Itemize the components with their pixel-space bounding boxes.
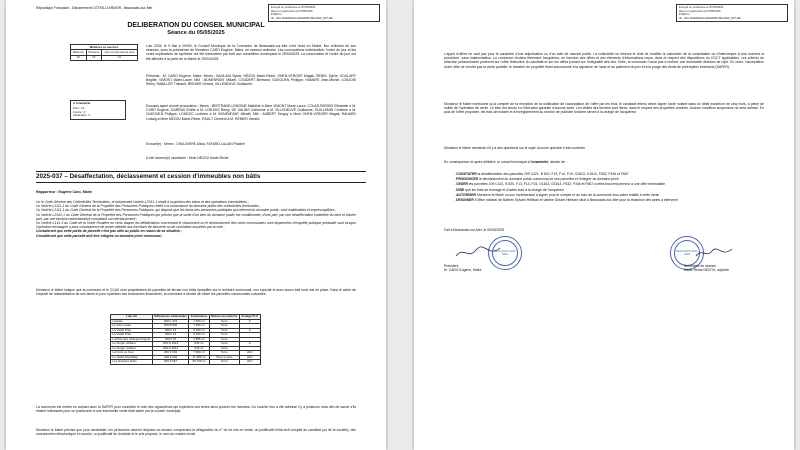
table-cell: A [239, 342, 260, 347]
table-cell: 209 F 346 [152, 355, 188, 360]
decisions-list [454, 172, 754, 203]
decision-text: l'Office notarial de Maîtres Sylvain Hellivan et Valérie Glissel-Hellivan situé à Beaussais-sur-Mer pour la rédaction des actes à intervenir [473, 198, 678, 203]
visa-item: Vu l'article L141-3 du Code de la Voirie Routière en vertu duquel les délibérations concernant le classement ou le déclassement des voies communales sont dispensées d'enquête publique préalable sauf lorsque l'opération envisagée a pour conséquence de porter atteinte aux fonctions de desserte ou de circulation assurées par la voie ; [36, 221, 356, 230]
table-cell: 209 F 13 [152, 328, 188, 333]
members-col-presents: Présents [86, 50, 101, 55]
stamp-line: Publié le [271, 12, 282, 16]
table-cell: 4 865 m² [189, 337, 210, 342]
table-cell: Terre [209, 324, 239, 329]
prefecture-stamp-2 [676, 4, 788, 22]
prefecture-stamp [268, 4, 380, 22]
table-cell: Terre et prés [209, 355, 239, 360]
stamp-line: Envoyé en préfecture le 07/05/2025 [679, 5, 724, 9]
signature-role: Président [444, 264, 459, 268]
visa-item: Vu l'article L2111-1 du Code Général de la Propriété des Personnes Publiques, qui dispose que les biens des personnes publiques qui relèvent du domaine public, sont inaliénables et imprescriptibles ; [36, 208, 337, 213]
questions-paragraph: Monsieur le Maire demande s'il y a des questions sur le sujet. Aucune question n'est soulevée. [444, 146, 586, 150]
decision-item: - CONSTATER la désaffectation des parcelles 209 C421, B 820, F13, F14, F15, G1613, G1614, F632, F346 et F667 [454, 172, 629, 176]
members-col-afferents: Afférents [71, 50, 87, 55]
table-cell: 2AU [239, 355, 260, 360]
table-cell: Terre [209, 351, 239, 356]
table-cell: 6 440 m² [189, 333, 210, 338]
decision-intro [444, 160, 764, 164]
seal-text: BEAUSSAIS-SUR-MER [492, 240, 518, 266]
stamp-line: Envoyé en préfecture le 07/05/2025 [271, 5, 316, 9]
table-cell: 529 m² [189, 346, 210, 351]
table-cell: 209 F 15 [152, 337, 188, 342]
table-cell: 209 F 667 [152, 360, 188, 365]
seal-text: BEAUSSAIS-SUR-MER [674, 240, 700, 266]
table-cell: 209 G 1613 [152, 342, 188, 347]
decision-text: la désaffectation des parcelles 209 C421, B 820, F13, F14, F15, G1613, G1614, F632, F346 et F667 [476, 172, 629, 176]
page-1 [6, 0, 386, 450]
signature-right [684, 264, 729, 272]
intro-paragraph: L'an 2025, le 5 Mai à 20h30, le Conseil Municipal de la Commune de Beaussais-sur-Mer s'est réuni en Mairie, lieu ordinaire de ses séances, sous la présidence de Monsieur CARO Eugène, Maire, en session ordinaire. Les convocations individuelles, l'ordre du jour et les notes explicatives de synthèse ont été transmises par écrit aux conseillers municipaux le 29/04/2025. La convocation et l'ordre du jour ont été affichés à la porte de la Mairie le 29/04/2025. [146, 44, 356, 61]
col-header: Nature au cadastre [211, 314, 238, 318]
table-cell: 7 550 m² [189, 324, 210, 329]
decision-verb: PRONONCER [456, 177, 479, 182]
decision-item: - CEDER les parcelles 209 C421, B 820, F13, F14, F15, G1613, G1614, F632, F346 et F667 si elles trouvent preneur à une offre entendable [454, 182, 666, 187]
members-value: 19 [86, 55, 101, 60]
table-cell: 646 m² [189, 342, 210, 347]
visa-item: Vu le Code Général des Collectivités Territoriales, et notamment l'article L2241-1 relatif à la gestion des biens et des opérations immobilières ; [36, 200, 249, 204]
visa-item: Vu l'article L2111-1 du Code Général de la Propriété des Personnes Publiques relatif à la consistance du domaine public des collectivités territoriales ; [36, 204, 261, 209]
deliberation-title: DELIBERATION DU CONSEIL MUNICIPAL [127, 22, 265, 29]
section-title: 2025-037 – Désaffectation, déclassement et cession d'immeubles non bâtis [36, 171, 366, 183]
offer-paragraph: L'appel d'offres ne vaut pas pour le caractère d'une adjudication ou d'un acte de mandat public. La collectivité se réserve le droit de modifier le calendrier de la consultation ou d'interrompre à tout moment la procédure, sans indemnisation. La commune choisira librement l'acquéreur, en fonction des offres et des éléments d'informations reçus, dans le respect des dispositions du CGCT applicables. Les critères de sélection prédominants porteront sur l'offre financière du candidat et sur les offres portant sur l'intégralité des lots. Enfin, la commune n'aura pas à motiver une éventuelle décision de rejet. En outre, l'acceptation d'une offre ne vendra pas la vente parfaite, le transfert de propriété étant subordonné à la signature de l'acte et au paiement du prix et à la purge des droits de préemption éventuels (SAFER). [444, 52, 764, 69]
table-cell: 2AU [239, 351, 260, 356]
signature-left [444, 264, 482, 272]
candidature-paragraph: Monsieur le Maire précise que pour candidater, les personnes devront déposer un dossier comprenant la désignation du n° de lot mis en vente, un justificatif d'état civil complet du candidat (ou de la société), des coordonnées téléphonique et courriel, un justificatif de domicile et le prix proposé, le nom du notaire choisi. [36, 428, 356, 437]
table-cell: Launais [111, 319, 153, 324]
excused-paragraph: Excusé(e) : Mmes : CHAUVIERE Alicia, FAFARD-LALAIN Pauline [146, 142, 245, 146]
vote-title: A l'unanimité [73, 101, 91, 105]
table-cell: La Vieille Prée [111, 333, 153, 338]
table-cell: Terre [209, 333, 239, 338]
table-cell: 2AU [239, 360, 260, 365]
table-cell: Le Clos Lucas [111, 324, 153, 329]
vote-line: Contre : 0 [73, 109, 86, 114]
vote-line: Abstention : 0 [73, 113, 91, 118]
signature-name: Marie-Reine NÉZOU, adjointe [684, 268, 730, 273]
table-cell: Terre [209, 319, 239, 324]
table-cell: 26 739 m² [189, 360, 210, 365]
visa-item: Considérant que cette parcelle doit être intégrée au domaine privé communal ; [36, 233, 163, 238]
decision-verb: CEDER [456, 182, 468, 187]
stamp-line: Reçu en préfecture le 07/05/2025 [271, 8, 313, 13]
stamp-line: ID : 022-200069409-20250505-DEL2025_037-DE [271, 15, 333, 20]
notary-paragraph: Monsieur le Maire mentionne qu'à compter de la réception de la notification de l'acceptation de l'offre par les élus, le candidat retenu devra signer l'acte notarié dans un délai maximum de cinq mois, à peine de nullité de l'opération de vente. Le bien est vendu en l'état sans garantie d'aucune sorte. Les visites des terrains sont libres, dans le respect des propriétés voisines. Aucune condition suspensive ne sera admise. En plus de l'offre proposée, les frais de notaire et d'enregistrement au service de publicité foncière seront à la charge de l'acquéreur. [444, 102, 764, 115]
table-cell: Terre [209, 346, 239, 351]
rapporteur: Rapporteur : Eugène Caro, Maire [36, 190, 93, 194]
vote-box [70, 100, 126, 120]
decision-verb: DESIGNER [456, 198, 474, 203]
decision-intro-suffix: , décide de : [548, 160, 567, 164]
table-cell: 209 G 1614 [152, 346, 188, 351]
table-cell: Les Grandes Noës [111, 360, 153, 365]
table-cell: 5 250 m² [189, 328, 210, 333]
table-cell: Terre [209, 328, 239, 333]
decision-intro-prefix: En conséquence et après délibéré, le conseil municipal à [444, 160, 531, 164]
table-row [111, 360, 261, 365]
decision-verb: DIRE [456, 187, 465, 192]
safer-paragraph: La commune est entrée en contact avec la SAFER pour connaître le nom des agriculteurs qui exploitent ces terres ainsi qu'avec les riverains. Un courrier leur a été adressé il y a plusieurs mois afin de savoir s'ils étaient intéressés pour se positionner à une éventuelle vente était actée par la conseil municipal. [36, 405, 356, 414]
col-header: Contenance [190, 314, 208, 318]
members-value: 21 [101, 55, 137, 60]
table-cell: La Vieille Prée [111, 328, 153, 333]
stamp-line: Reçu en préfecture le 07/05/2025 [679, 8, 721, 13]
decision-item: - DIRE que les frais de bornage et d'actes sont à la charge de l'acquéreur [454, 187, 565, 192]
table-cell: 209 B 820 [152, 324, 188, 329]
table-cell: 209 F 632 [152, 351, 188, 356]
decision-text: que les frais de bornage et d'actes sont à la charge de l'acquéreur [464, 187, 565, 192]
decision-item: - PRONONCER le déclassement du domaine public communal de ces parcelles et l'intégrer au domaine privé [454, 177, 619, 182]
decision-text: le déclassement du domaine public communal de ces parcelles et l'intégrer au domaine privé [478, 177, 619, 182]
presents-paragraph: Présents : M. CARO Eugène, Maire, Mmes : BAULAIN Sylvie, NÉZOU Marie-Reine, OHEN-VERGER Magali, RENEL Sylvie, SOULARY Brigitte, VIMONT Marie-Laure, MM : BONENFANT Mikaël, COUDERT Bertrand, GUEGUEN Philippe, HAMAYE Jean-Michel, LOBJOIS Rémy, RABILLER Thibault, REINIER Gérard, VILLENEUVE Guillaume. [146, 74, 356, 87]
header-republic: République Française - Département CÔTES-D'ARMOR - Beaussais-sur-Mer [36, 6, 153, 10]
members-table [70, 44, 138, 61]
table-cell: Terre [209, 337, 239, 342]
members-header: Membres en exercice [71, 45, 138, 50]
table-cell: Le Verger d'Abaut [111, 342, 153, 347]
president-signature [454, 244, 504, 260]
maire-paragraph-1: Monsieur le Maire indique que la commune et le CCAS sont propriétaires de parcelles de terrain non bâtis éparpillés sur le territoire communal, non exploité et avec aucun bail rural mis en place. Dans le cadre de l'objectif de rationalisation de ses biens et pour optimiser ses ressources financières, la commune a décidé de céder les parcelles communales suivantes : [36, 288, 356, 297]
visa-item: Vu l'article L2141-1 du Code Général de la Propriété des Personnes Publiques qui précise que la sortie d'un bien du domaine public est conditionnée, d'une part, par une désaffectation matérielle du bien et d'autre part, par une décision administrative constatant son déclassement ; [36, 212, 356, 221]
decision-verb: CONSTATER [456, 172, 477, 176]
parcels-table [110, 314, 261, 365]
decision-item: - AUTORISER Monsieur le Maire ou son représentant à signer pour le compte et au nom de la commune tous actes relatifs à cette vente [454, 192, 660, 197]
page-2 [414, 0, 794, 450]
members-value: 23 [71, 55, 87, 60]
visa-item: Considérant que cette partie de parcelle n'est pas utile au public en raison de sa situation ; [36, 229, 183, 234]
vote-line: Pour : 21 [73, 106, 85, 111]
signature-name: M. CARO Eugène, Maire [444, 268, 482, 273]
visas-block [36, 200, 356, 238]
table-cell: 209 F 14 [152, 333, 188, 338]
col-header: Lieu-dit [111, 315, 153, 320]
table-cell: 7 450 m² [189, 319, 210, 324]
table-cell: Terre [209, 342, 239, 347]
decision-item: - DESIGNER l'Office notarial de Maîtres Sylvain Hellivan et Valérie Glissel-Hellivan situé à Beaussais-sur-Mer pour la rédaction des actes à intervenir [454, 198, 678, 203]
table-cell: 17 486 m² [189, 355, 210, 360]
stamp-line: Publié le [679, 12, 690, 16]
decision-unanimity: l'unanimité [530, 160, 549, 164]
done-at: Fait à Beaussais-sur-Mer, le 05/05/2025 [444, 228, 505, 232]
decision-text: Monsieur le Maire ou son représentant à signer pour le compte et au nom de la commune tous actes relatifs à cette vente [476, 192, 660, 197]
stamp-line: ID : 022-200069409-20250505-DEL2025_037-DE [679, 15, 741, 20]
table-cell: 209 C 421 [152, 319, 188, 324]
table-cell: A [239, 319, 260, 324]
table-cell: La Prée des Champs Poignar [112, 336, 151, 341]
table-cell: La Croix ou Coq [111, 351, 153, 356]
table-cell: Le Verger d'Abaut [111, 346, 153, 351]
secretary-signature [694, 246, 734, 260]
table-cell: Le Jardin Ploubalay [111, 355, 153, 360]
col-header: Références cadastrales [154, 314, 187, 318]
col-header: Zonage PLU [241, 314, 259, 318]
decision-verb: AUTORISER [456, 192, 476, 197]
secretary-paragraph: A été nommé(e) secrétaire : Mme NÉZOU Marie-Reine [146, 156, 229, 160]
table-cell: A [239, 328, 260, 333]
proxies-paragraph: Excusés ayant donné procuration : Mmes : BERTRAND-LEMOINE Mathilde à Mme VIMONT Marie-Laure, COLAS-PARISIS Élisabeth à M. CARO Eugène, DARRAS Émilie à M. LOBJOIS Rémy, DE SALINS Catherine à M. VILLENEUVE Guillaume, GUILLEMIN Christine à M. GUEGUEN Philippe, LOHEZIC Ludivine à M. BONENFANT Mikaël, MM : AUBERT Tanguy à Mme OHEN-VERGER Magali, RAHARD Ludwig à Mme NÉZOU Marie-Reine, RAULT Clément à M. RENIER Gérard. [146, 104, 356, 121]
table-cell: Terre [209, 360, 239, 365]
table-cell: 7 000 m² [189, 351, 210, 356]
decision-text: les parcelles 209 C421, B 820, F13, F14, F15, G1613, G1614, F632, F346 et F667 si elles trouvent preneur à une offre entendable [467, 182, 666, 187]
signature-role: Secrétaire de séance [684, 264, 717, 268]
members-col-voted: Qui ont pris part au vote [101, 50, 137, 55]
session-date: Séance du 05/05/2025 [167, 30, 225, 36]
